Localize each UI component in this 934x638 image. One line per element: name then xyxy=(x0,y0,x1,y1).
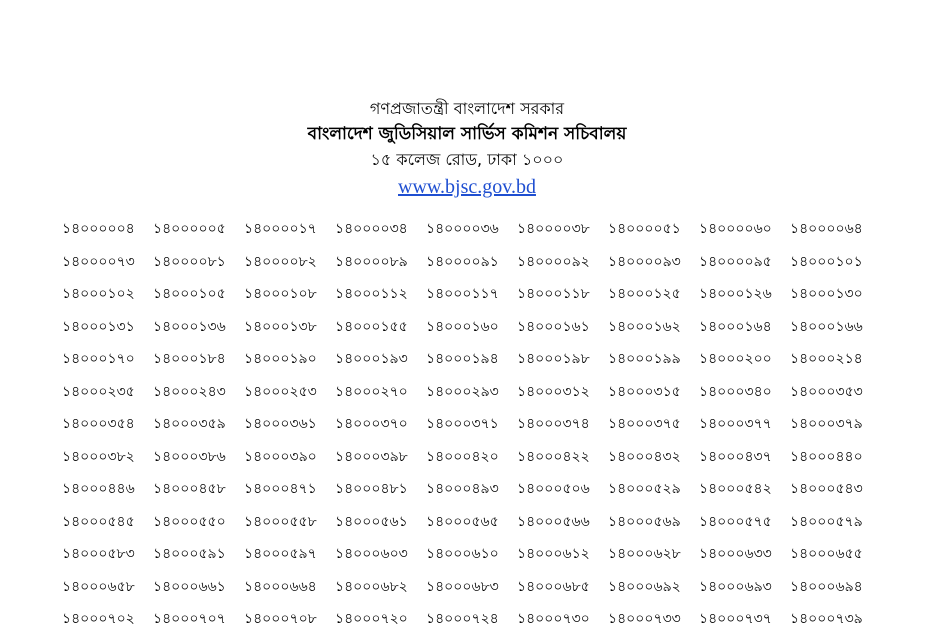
roll-number-cell: ১৪০০০৬৫৮ xyxy=(62,578,135,595)
roll-number-cell: ১৪০০০৩৮২ xyxy=(62,448,135,465)
roll-number-cell: ১৪০০০৬০৩ xyxy=(335,546,408,562)
roll-number-cell: ১৪০০০৪৪০ xyxy=(790,448,863,465)
roll-number-cell: ১৪০০০১৩৮ xyxy=(244,318,317,335)
roll-number-cell: ১৪০০০১২৫ xyxy=(608,286,681,302)
roll-number-cell: ১৪০০০১৬৪ xyxy=(699,318,772,335)
roll-number-cell: ১৪০০০২১৪ xyxy=(790,351,863,367)
commission-title: বাংলাদেশ জুডিসিয়াল সার্ভিস কমিশন সচিবালয় xyxy=(307,124,627,144)
roll-number-cell: ১৪০০০৭৩৭ xyxy=(699,611,772,627)
roll-number-cell: ১৪০০০৫৮৩ xyxy=(62,546,135,562)
roll-number-cell: ১৪০০০৩৫৪ xyxy=(62,416,135,432)
roll-number-cell: ১৪০০০৩৯৮ xyxy=(335,448,408,465)
roll-number-cell: ১৪০০০৩৪০ xyxy=(699,383,772,400)
roll-number-cell: ১৪০০০১০৮ xyxy=(244,286,317,302)
roll-number-cell: ১৪০০০১৯৪ xyxy=(426,351,499,367)
roll-number-cell: ১৪০০০৩৭৯ xyxy=(790,416,863,432)
roll-number-cell: ১৪০০০১৩৬ xyxy=(153,318,226,335)
roll-number-cell: ১৪০০০০৩৮ xyxy=(517,221,590,237)
roll-number-cell: ১৪০০০৪২০ xyxy=(426,448,499,465)
roll-number-cell: ১৪০০০৫২৯ xyxy=(608,481,681,497)
roll-number-cell: ১৪০০০৫৬৫ xyxy=(426,513,499,530)
roll-number-cell: ১৪০০০১৩০ xyxy=(790,286,863,302)
roll-number-cell: ১৪০০০০৫১ xyxy=(608,221,681,237)
roll-number-cell: ১৪০০০৫৪৩ xyxy=(790,481,863,497)
roll-number-cell: ১৪০০০১৭০ xyxy=(62,351,135,367)
roll-number-cell: ১৪০০০৬৯২ xyxy=(608,578,681,595)
roll-number-cell: ১৪০০০০৯৩ xyxy=(608,253,681,270)
roll-number-cell: ১৪০০০০৬০ xyxy=(699,221,772,237)
roll-number-cell: ১৪০০০০৮১ xyxy=(153,253,226,270)
roll-number-cell: ১৪০০০৩৭৪ xyxy=(517,416,590,432)
roll-number-cell: ১৪০০০০৯৫ xyxy=(699,253,772,270)
roll-number-cell: ১৪০০০২৪৩ xyxy=(153,383,226,400)
roll-number-cell: ১৪০০০৬৬১ xyxy=(153,578,226,595)
roll-number-cell: ১৪০০০৬৩৩ xyxy=(699,546,772,562)
roll-number-cell: ১৪০০০০৮৯ xyxy=(335,253,408,270)
roll-number-cell: ১৪০০০২৭০ xyxy=(335,383,408,400)
roll-number-cell: ১৪০০০৩৭৭ xyxy=(699,416,772,432)
roll-number-cell: ১৪০০০৩১২ xyxy=(517,383,590,400)
website-link[interactable]: www.bjsc.gov.bd xyxy=(398,176,536,198)
roll-number-cell: ১৪০০০৬১০ xyxy=(426,546,499,562)
roll-number-cell: ১৪০০০৬৫৫ xyxy=(790,546,863,562)
roll-number-cell: ১৪০০০১৬১ xyxy=(517,318,590,335)
roll-number-cell: ১৪০০০০৮২ xyxy=(244,253,317,270)
roll-number-cell: ১৪০০০৩১৫ xyxy=(608,383,681,400)
roll-number-cell: ১৪০০০১০৫ xyxy=(153,286,226,302)
roll-number-cell: ১৪০০০০৯২ xyxy=(517,253,590,270)
roll-number-cell: ১৪০০০৫৪৫ xyxy=(62,513,135,530)
roll-number-cell: ১৪০০০৪২২ xyxy=(517,448,590,465)
roll-number-cell: ১৪০০০৫৭৫ xyxy=(699,513,772,530)
roll-number-cell: ১৪০০০৬৮২ xyxy=(335,578,408,595)
roll-number-cell: ১৪০০০১৯৮ xyxy=(517,351,590,367)
roll-number-cell: ১৪০০০১১৮ xyxy=(517,286,590,302)
roll-number-cell: ১৪০০০০১৭ xyxy=(244,221,317,237)
roll-number-grid xyxy=(62,215,882,638)
roll-number-cell: ১৪০০০৪৩২ xyxy=(608,448,681,465)
roll-number-cell: ১৪০০০৩৮৬ xyxy=(153,448,226,465)
roll-number-cell: ১৪০০০৩৯০ xyxy=(244,448,317,465)
roll-number-cell: ১৪০০০৬২৮ xyxy=(608,546,681,562)
roll-number-cell: ১৪০০০৫৬৬ xyxy=(517,513,590,530)
roll-number-cell: ১৪০০০১৯৩ xyxy=(335,351,408,367)
roll-number-cell: ১৪০০০৩৫৩ xyxy=(790,383,863,400)
roll-number-cell: ১৪০০০৫৪২ xyxy=(699,481,772,497)
roll-number-cell: ১৪০০০১০১ xyxy=(790,253,863,270)
roll-number-cell: ১৪০০০১৯৯ xyxy=(608,351,681,367)
roll-number-cell: ১৪০০০১১৭ xyxy=(426,286,499,302)
government-title: গণপ্রজাতন্ত্রী বাংলাদেশ সরকার xyxy=(369,99,565,118)
roll-number-cell: ১৪০০০৫৫০ xyxy=(153,513,226,530)
roll-number-cell: ১৪০০০৬৯৩ xyxy=(699,578,772,595)
roll-number-cell: ১৪০০০৩৭১ xyxy=(426,416,499,432)
roll-number-cell: ১৪০০০৫৫৮ xyxy=(244,513,317,530)
roll-number-cell: ১৪০০০৭০৭ xyxy=(153,611,226,627)
address-line: ১৫ কলেজ রোড, ঢাকা ১০০০ xyxy=(370,150,564,169)
roll-number-cell: ১৪০০০৫৬১ xyxy=(335,513,408,530)
roll-number-cell: ১৪০০০১৮৪ xyxy=(153,351,226,367)
roll-number-cell: ১৪০০০৪৩৭ xyxy=(699,448,772,465)
roll-number-cell: ১৪০০০৭০৮ xyxy=(244,611,317,627)
roll-number-cell: ১৪০০০৪৭১ xyxy=(244,481,317,497)
roll-number-cell: ১৪০০০০৬৪ xyxy=(790,221,863,237)
roll-number-cell: ১৪০০০৬৮৫ xyxy=(517,578,590,595)
roll-number-cell: ১৪০০০১৬০ xyxy=(426,318,499,335)
roll-number-cell: ১৪০০০২০০ xyxy=(699,351,772,367)
roll-number-cell: ১৪০০০৭৩৩ xyxy=(608,611,681,627)
roll-number-cell: ১৪০০০৫৯১ xyxy=(153,546,226,562)
roll-number-cell: ১৪০০০০০৪ xyxy=(62,221,135,237)
roll-number-cell: ১৪০০০৫০৬ xyxy=(517,481,590,497)
roll-number-cell: ১৪০০০৭৩০ xyxy=(517,611,590,627)
roll-number-cell: ১৪০০০২৯৩ xyxy=(426,383,499,400)
roll-number-cell: ১৪০০০৩৭৫ xyxy=(608,416,681,432)
roll-number-cell: ১৪০০০৪৮১ xyxy=(335,481,408,497)
roll-number-cell: ১৪০০০৭২৪ xyxy=(426,611,499,627)
roll-number-cell: ১৪০০০৬৬৪ xyxy=(244,578,317,595)
roll-number-cell: ১৪০০০২৩৫ xyxy=(62,383,135,400)
roll-number-cell: ১৪০০০১৬৬ xyxy=(790,318,863,335)
roll-number-cell: ১৪০০০৭০২ xyxy=(62,611,135,627)
roll-number-cell: ১৪০০০৬৯৪ xyxy=(790,578,863,595)
roll-number-cell: ১৪০০০০৩৪ xyxy=(335,221,408,237)
roll-number-cell: ১৪০০০৭৩৯ xyxy=(790,611,863,627)
roll-number-cell: ১৪০০০০৯১ xyxy=(426,253,499,270)
roll-number-cell: ১৪০০০৪৫৮ xyxy=(153,481,226,497)
roll-number-cell: ১৪০০০২৫৩ xyxy=(244,383,317,400)
roll-number-cell: ১৪০০০১৬২ xyxy=(608,318,681,335)
roll-number-cell: ১৪০০০৩৭০ xyxy=(335,416,408,432)
roll-number-cell: ১৪০০০৫৬৯ xyxy=(608,513,681,530)
roll-number-cell: ১৪০০০০৩৬ xyxy=(426,221,499,237)
roll-number-cell: ১৪০০০১৫৫ xyxy=(335,318,408,335)
roll-number-cell: ১৪০০০৩৬১ xyxy=(244,416,317,432)
roll-number-cell: ১৪০০০৫৯৭ xyxy=(244,546,317,562)
roll-number-cell: ১৪০০০০০৫ xyxy=(153,221,226,237)
roll-number-cell: ১৪০০০৫৭৯ xyxy=(790,513,863,530)
roll-number-cell: ১৪০০০১০২ xyxy=(62,286,135,302)
document-header xyxy=(0,97,934,201)
roll-number-cell: ১৪০০০৬১২ xyxy=(517,546,590,562)
roll-number-cell: ১৪০০০১১২ xyxy=(335,286,408,302)
roll-number-cell: ১৪০০০৬৮৩ xyxy=(426,578,499,595)
roll-number-cell: ১৪০০০১৩১ xyxy=(62,318,135,335)
roll-number-cell: ১৪০০০৪৪৬ xyxy=(62,481,135,497)
roll-number-cell: ১৪০০০৩৫৯ xyxy=(153,416,226,432)
roll-number-cell: ১৪০০০১২৬ xyxy=(699,286,772,302)
roll-number-cell: ১৪০০০৪৯৩ xyxy=(426,481,499,497)
roll-number-cell: ১৪০০০৭২০ xyxy=(335,611,408,627)
roll-number-cell: ১৪০০০০৭৩ xyxy=(62,253,135,270)
roll-number-cell: ১৪০০০১৯০ xyxy=(244,351,317,367)
